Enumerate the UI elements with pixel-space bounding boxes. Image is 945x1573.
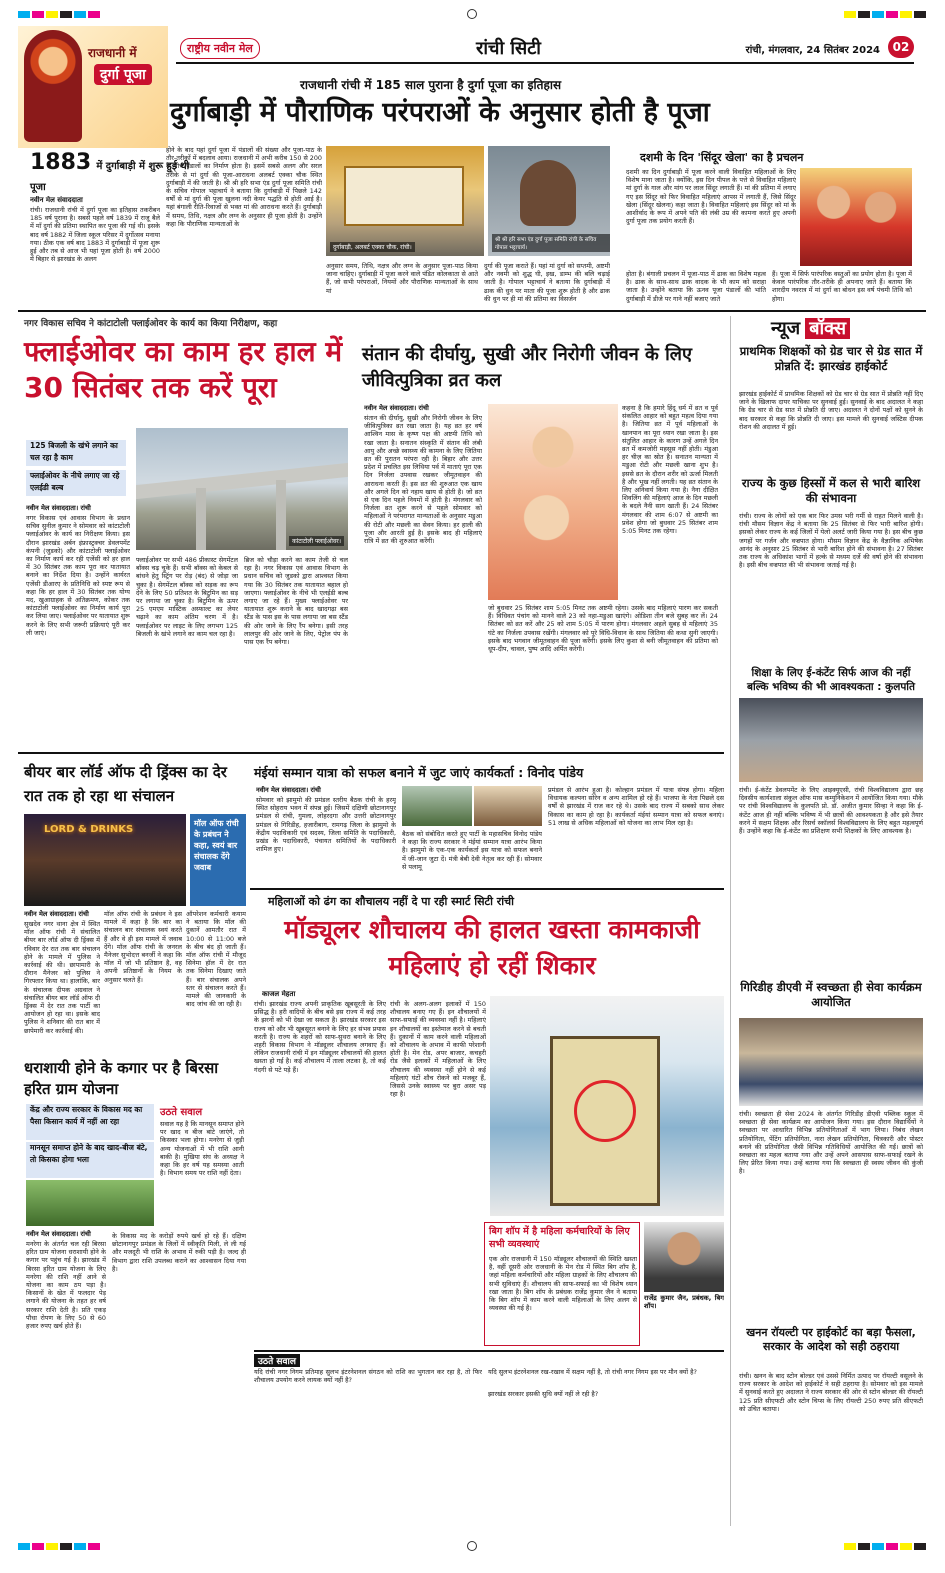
jitiya-headline: संतान की दीर्घायु, सुखी और निरोगी जीवन के लिए जीवित्पुत्रिका व्रत कल — [362, 344, 692, 391]
flyover-kicker: नगर विकास सचिव ने कांटाटोली फ्लाईओवर के कार्य का किया निरीक्षण, कहा — [24, 319, 278, 329]
registration-target — [467, 9, 477, 19]
lead-byline: नवीन मेल संवाददाता — [30, 196, 83, 204]
haritgram-col1: मनरेगा के अंतर्गत चल रही बिरसा हरित ग्राम योजना धराशायी होने के कगार पर पहुंच गई है। झारखंड में बिरसा हरित ग्राम योजना के लिए मनरेगा की राशि नहीं आने से योजना का काम ठप पड़ा है। किसानों के खेत में फलदार पेड़ लगाने की योजना के तहत हर वर्ष सरकार राशि देती है। प्रति एकड़ पौधा रोपण के लिए 50 से 60 हजार रुपए खर्च होते हैं। — [26, 1240, 106, 1331]
workshop-photo — [739, 698, 923, 782]
manager-caption: राजेंद्र कुमार जैन, प्रबंधक, बिग शॉप। — [644, 1294, 724, 1311]
news-item4-head: गिरिडीह डीएवी में स्वच्छता ही सेवा कार्यक्रम आयोजित — [740, 980, 922, 1009]
bigshop-text: एक ओर राजधानी में 150 मॉड्यूलर शौचालयों की स्थिति खस्ता है, वहीं दूसरी ओर राजधानी के मेन रोड में स्थित बिग शॉप है, जहां महिला कर्मचारियों और महिला ग्राहकों के लिए शौचालय की सभी सुविधाएं हैं। शौचालय की साफ-सफाई का भी विशेष ध्यान रखा जाता है। बिग शॉप के प्रबंधक राजेंद्र कुमार जैन ने बताया कि बिग शॉप में काम करने वाली महिलाओं के लिए अलग से व्यवस्था की गई है। — [489, 1255, 637, 1313]
lead-headline: दुर्गाबाड़ी में पौराणिक परंपराओं के अनुसार होती है पूजा — [170, 97, 710, 128]
question3: झारखंड सरकार इसकी सुधि क्यों नहीं ले रही है? — [488, 1390, 599, 1398]
flyover-photo — [136, 428, 348, 550]
divider-mid — [18, 752, 724, 754]
campaign-photo1 — [402, 786, 472, 826]
beer-col1: सुखदेव नगर थाना क्षेत्र में स्थित मॉल ऑफ रांची में संचालित बीयर बार लॉर्ड ऑफ दी ड्रिंक्स में रविवार देर रात तक बार संचालन होने के मामले में पुलिस ने कार्रवाई की थी। छापामारी के दौरान मैनेजर को पुलिस ने गिरफ्तार किया था। हालांकि, बार के संचालक दीपक अग्रवाल ने संचालित बीयर बार लॉर्ड ऑफ दी ड्रिंक्स में देर रात तक पार्टी का आयोजन हो रहा था। इसके बाद पुलिस ने शनिवार की रात बार में छापेमारी कर कार्रवाई की। — [24, 920, 100, 1035]
toilet-kicker: महिलाओं को ढंग का शौचालय नहीं दे पा रही स्मार्ट सिटी रांची — [268, 895, 514, 908]
news-item5-head: खनन रॉयल्टी पर हाईकोर्ट का बड़ा फैसला, सरकार के आदेश को सही ठहराया — [746, 1326, 916, 1353]
campaign-col3: प्रमंडल से आरंभ हुआ है। कोल्हान प्रमंडल में यात्रा संपन्न होगा। महिला विधायक कल्पना सोरेन व अन्य शामिल हो रहे हैं। भाजपा के नेता पिछले दस वर्षों से झारखंड में राज कर रहे थे। उसके बाद राज्य में सबको साथ लेकर विकास का काम हो रहा है। कार्यकर्ता मंईयां सम्मान यात्रा को सफल बनाएं। 51 लाख से अधिक महिलाओं को योजना का लाभ मिल रहा है। — [548, 786, 724, 827]
news-box-label2: बॉक्स — [805, 318, 850, 339]
campaign-col1: सोमवार को झामुमो की प्रमंडल स्तरीय बैठक रांची के हरमू स्थित सोहराय भवन में संपन्न हुई। जिसमें दक्षिणी छोटानागपुर प्रमंडल से रांची, गुमला, लोहरदगा और उत्तरी छोटानागपुर प्रमंडल से गिरिडीह, हजारीबाग, रामगढ़ जिला के झामुमो के केंद्रीय पदाधिकारी एवं सदस्य, जिला समिति के पदाधिकारी, प्रखंड के पदाधिकारी, पंचायत समितियों के पदाधिकारी शामिल हुए। — [256, 796, 396, 854]
question1: यदि रांची नगर निगम प्रतिमाह सुलभ इंटरनेशनल संगठन को राशि का भुगतान कर रहा है, तो फिर शौचालय उपयोग करने लायक क्यों नहीं है? — [254, 1368, 482, 1385]
lead-col1: रांची। राजधानी रांची में दुर्गा पूजा का इतिहास तकरीबन 185 वर्ष पुराना है। सबसे पहले वर्ष 1839 में राजू बैले में माँ दुर्गा की प्रतिमा स्थापित कर पूजा की गई थी। इसके बाद वर्ष 1882 में जिला स्कूल परिसर में दुर्गोत्सव मनाया गया। ठीक एक वर्ष बाद 1883 में दुर्गाबाड़ी में पूजा शुरू हुई और तब से आज भी यहां पूजा होती है। वर्ष 2000 में बिहार से झारखंड के अलग — [30, 206, 160, 264]
news-item4-text: रांची। स्वच्छता ही सेवा 2024 के अंतर्गत गिरिडीह डीएवी पब्लिक स्कूल में स्वच्छता ही सेवा कार्यक्रम का आयोजन किया गया। इस दौरान विद्यार्थियों ने स्वच्छता पर आधारित विभिन्न प्रतियोगिताओं में भाग लिया। निबंध लेखन प्रतियोगिता, पेंटिंग प्रतियोगिता, नारा लेखन प्रतियोगिता, चित्रकारी और पोस्टर बनाने की प्रतियोगिता जैसी विभिन्न गतिविधियों आयोजित की गईं। छात्रों को स्वच्छता का महत्व बताया गया और उन्हें अपने आसपास साफ-सफाई रखने के लिए प्रेरित किया गया। उन्हें बताया गया कि स्वच्छता ही स्वस्थ जीवन की कुंजी है। — [739, 1110, 923, 1176]
flyover-bullet2: फ्लाईओवर के नीचे लगाए जा रहे एलईडी बल्ब — [26, 470, 126, 496]
flyover-col1: नगर विकास एवं आवास विभाग के प्रधान सचिव सुनील कुमार ने सोमवार को कांटाटोली फ्लाईओवर के कार्य का निरीक्षण किया। इस दौरान झारखंड अर्बन इंफ्रास्ट्रक्चर डेवलपमेंट कंपनी (जुडको) और कांटाटोली फ्लाईओवर का निर्माण कार्य कर रही एजेंसी को हर हाल में 30 सितंबर तक काम पूरा कर यातायात बनाने का निर्देश दिया है। उन्होंने कार्यरत एजेंसी डीआरए के प्रतिनिधि को स्पष्ट रूप से कहा कि हर हाल में 30 सितंबर तक योग्य मद, खुआग्राहक से अतिक्रमण, कोकर तक कांटाटोली फ्लाईओवर का निर्माण कार्य पूरा कर लिया जाए। फ्लाईओवर पर यातायात शुरू करने के लिए सभी जरूरी प्रक्रियाएं पूरी कर ली जाएं। — [26, 514, 130, 637]
beer-col3: ऑपरेशन कर्मचारी कयाम ने बताया कि मॉल की दुकानें आमतौर रात में 10:00 से 11:00 बजे के बीच बंद हो जाती हैं। मॉल ऑफ रांची में मौजूद सिनेमा हॉल में देर रात तक सिनेमा दिखाए जाते हैं। बार संचालक अपने स्तर से संचालन करते हैं। मामले की जानकारी के बाद जांच की जा रही है। — [186, 910, 246, 1009]
haritgram-bullet1: केंद्र और राज्य सरकार के विकास मद का पैसा किसान कार्य में नहीं आ रहा — [26, 1104, 154, 1140]
flyover-col3: ब्रिज को चौड़ा करने का काम तेजी से चल रहा है। नगर विकास एवं आवास विभाग के प्रधान सचिव को जुडको द्वारा आश्वस्त किया गया कि 30 सितंबर तक यातायात बहाल हो जाएगा। फ्लाईओवर के नीचे भी एलईडी बल्ब लगाए जा रहे हैं। मुख्य फ्लाईओवर पर यातायात शुरू कराने के बाद खादगढ़ा बस स्टैंड के पास इस के पास लगाया जा बस स्टैंड की ओर जाने के लिए रैंप बनेगा। इसी तरह लालपुर की ओर जाने के लिए, पेट्रोल पंप के पास एक रैंप बनेगा। — [244, 556, 348, 647]
beer-bar-photo — [24, 814, 186, 906]
divider-lead — [18, 310, 926, 312]
news-item2-head: राज्य के कुछ हिस्सों में कल से भारी बारिश की संभावना — [741, 476, 921, 505]
beer-pull-text: मॉल ऑफ रांची के प्रबंधन ने कहा, स्वयं बार संचालक देंगे जवाब — [194, 819, 239, 872]
toilet-questions — [254, 1350, 724, 1406]
toilet-headline: मॉड्यूलर शौचालय की हालत खस्ता कामकाजी महिलाएं हो रहीं शिकार — [284, 915, 700, 980]
jitiya-col1: संतान की दीर्घायु, सुखी और निरोगी जीवन के लिए जीवित्पुत्रिका व्रत रखा जाता है। यह व्रत हर वर्ष आश्विन मास के कृष्ण पक्ष की अष्टमी तिथि को रखा जाता है। सनातन संस्कृति में संतान की लंबी आयु और अच्छे स्वास्थ्य की कामना के लिए जितिया व्रत की पुरातन परंपरा रही है। बिहार और उत्तर प्रदेश में प्रचलित इस लिथिया पर्व में माताएं पूरा एक दिन निर्जला उपवास रखकर जीमूतवाहन की आराधना करती हैं। इस व्रत की शुरुआत एक खाय और अगले दिन को नहाय खाय से होती है। जो व्रत से एक दिन पहले नियमों में होती है। मंगलवार को निर्जला व्रत शुरू करने से पहले सोमवार को महिलाओं ने परंपरागत मान्यताओं के अनुसार मडुआ की रोटी और मछली का सेवन किया। हर हाली की पूजा और आरती हुई है। इसके बाद ही महिलाएं रात्रि में व्रत की शुरुआत करेंगी। — [364, 414, 482, 546]
haritgram-headline: धराशायी होने के कगार पर है बिरसा हरित ग्राम योजना — [24, 1059, 219, 1098]
campaign-photo2 — [474, 786, 542, 826]
lead-col4: दुर्गा की पूजा कराते हैं। यहां मां दुर्गा को सप्तमी, अष्टमी और नवमी को शुद्ध घी, इख, डाम्भ की बलि चढ़ाई जाती है। गोपाल भट्टाचार्य ने बताया कि दुर्गाबाड़ी में ढाक की धुन पर माता की पूजा शुरू होती है और ढाक की धुन पर ही मां की प्रतिमा का विसर्जन — [484, 262, 610, 303]
haritgram-byline: नवीन मेल संवाददाता। रांची — [26, 1230, 91, 1238]
lead-col5: होता है। बंगाली प्रचलन में पूजा-पाठ में ढाक का विशेष महत्व है। ढाक के साथ-साथ ढाक वादक के भी काम को सराहा जाता है। उन्होंने बताया कि ऊनव पूजा पंडालों की भांति दुर्गाबाड़ी में डीजे पर गाने नहीं बजाए जाते — [626, 270, 766, 303]
section-title: रांची सिटी — [476, 38, 541, 59]
beer-byline: नवीन मेल संवाददाता। रांची — [24, 910, 89, 918]
registration-target-bottom — [467, 1541, 477, 1551]
beer-headline: बीयर बार लॉर्ड ऑफ दी ड्रिंक्स का देर रात तक हो रहा था संचालन — [24, 763, 227, 805]
registration-marks-left — [18, 11, 100, 18]
manager-photo — [644, 1222, 724, 1292]
masthead-logo: राष्ट्रीय नवीन मेल — [180, 38, 260, 59]
toilet-byline: काजल मेहता — [262, 990, 296, 998]
sindoor-head: दशमी के दिन 'सिंदूर खेला' का है प्रचलन — [640, 151, 804, 164]
flyover-headline: फ्लाईओवर का काम हर हाल में 30 सितंबर तक करें पूरा — [24, 335, 343, 404]
toilet-photo — [490, 996, 724, 1216]
haritgram-bullet2: मानसून समाप्त होने के बाद खाद-बीज बंटे, तो किसका होगा भला — [26, 1142, 154, 1178]
masthead — [176, 34, 914, 64]
bottom-registration-strip — [18, 1540, 926, 1552]
durga-idol-image — [24, 30, 82, 142]
sindoor-text: दशमी का दिन दुर्गाबाड़ी में पूजा करने वाली विवाहित महिलाओं के लिए विशेष माना जाता है। क्योंकि, इस दिन पीपल के पत्ते से विवाहित महिलाएं मां दुर्गा के गाल और मांग पर लाल सिंदूर लगाती हैं। मां की प्रतिमा में लगाए गए इस सिंदूर को फिर विवाहित महिलाएं आपस में लगाती हैं, जिसे सिंदूर खेला (सिंदूर खेलना) कहा जाता है। विवाहित महिलाएं इस सिंदूर को मां के आशीर्वाद के रूप में अपने पति की लंबी उम्र की कामना करते हुए अपनी दुर्गा पूजा तक प्रयोग करती हैं। — [626, 168, 796, 226]
secretary-photo — [488, 146, 610, 256]
jitiya-col3: जो बुधवार 25 सितंबर शाम 5:05 मिनट तक अष्टमी रहेगा। उसके बाद महिलाएं पारण कर सकती हैं। विधिवत पंचांग को मानने वाले 23 को नहा-मडुआ खाएंगे। ओडिशा तीन बजे सुबह कर लें। 24 सितंबर को व्रत करें और 25 को शाम 5:05 में पारण होगा। मंगलवार अहले सुबह से महिलाएं 35 घंटे का निर्जला उपवास रखेंगी। मंगलवार को पूरे विधि-विधान के साथ जितिया की कथा सुनी जाएगी। इसके बाद भगवान जीमूतवाहन की पूजा करेंगी। इसके लिए कुशा से बनी जीमूतवाहन की प्रतिमा को धूप-दीप, चावल, पुष्प आदि अर्पित करेंगी। — [488, 604, 718, 654]
flyover-col2: फ्लाईओवर पर सभी 486 प्रीकास्ट सेगमेंटल बॉक्स चढ़ चुके हैं। सभी बॉक्स को केबल से बांधने हेतु स्ट्रिंग पर रोड़ (बंद) से जोड़ा जा चुका है। सेगमेंटल बॉक्स को सड़क का रूप देने के लिए 50 प्रतिशत के बिटुमिन का सड़ पर लगाया जा चुका है। बिटुमिन के ऊपर 25 एमएम मास्टिक अस्फाल्ट का लेयर चढ़ाने का काम अंतिम चरण में है। फ्लाईओवर पर लाइट के लिए लगभग 125 बिजली के खंभे लगाने का काम चल रहा है। — [136, 556, 238, 638]
banner-line1: राजधानी में — [88, 46, 137, 60]
dateline: रांची, मंगलवार, 24 सितंबर 2024 — [745, 45, 880, 56]
news-item3-text: रांची। ई-कंटेंट डेवलपमेंट के लिए आइक्यूएसी, रांची विश्वविद्यालय द्वारा छह दिवसीय कार्यशाला संकुल ऑफ मास कम्युनिकेशन में आयोजित किया गया। मौके पर रांची विश्वविद्यालय के कुलपति प्रो. डॉ. अजीत कुमार सिन्हा ने कहा कि ई-कंटेंट आज ही नहीं बल्कि भविष्य में भी छात्रों की आवश्यकता है और इसे तैयार करने में सक्षम शिक्षक और रिसर्च स्कॉलर्स विश्वविद्यालय के लिए बहुत महत्वपूर्ण हैं। उन्होंने कहा कि ई-कंटेंट का प्रशिक्षण सभी शिक्षकों के लिए आवश्यक है। — [739, 786, 923, 836]
bigshop-head: बिग शॉप में है महिला कर्मचारियों के लिए सभी व्यवस्थाएं — [489, 1226, 630, 1250]
news-item1-head: प्राथमिक शिक्षकों को ग्रेड चार से ग्रेड सात में प्रोन्नति दें: झारखंड हाईकोर्ट — [739, 344, 923, 373]
haritgram-col2: सवाल यह है कि मानसून समाप्त होने पर खाद व बीज बांटे जाएंगे, तो किसका भला होगा। मनरेगा से जुड़ी अन्य योजनाओं में भी राशि आनी बाकी है। मुखिया संघ के अध्यक्ष ने कहा कि हर वर्ष यह समस्या आती है। विभाग समय पर राशि नहीं देता। — [160, 1120, 244, 1178]
flyover-caption: कांटाटोली फ्लाईओवर। — [289, 536, 344, 546]
news-box-title — [771, 316, 850, 340]
top-registration-strip — [18, 8, 926, 20]
banner-line2: दुर्गा पूजा — [94, 64, 152, 85]
secretary-caption: श्री श्री हरि सभा एंड दुर्गा पूजा समिति रांची के सचिव गोपाल भट्टाचार्य। — [492, 234, 610, 252]
toilet-col2: रांची के अलग-अलग इलाकों में 150 शौचालय बनाए गए हैं। इन शौचालयों में साफ-सफाई की व्यवस्था नहीं है। महिलाएं इन शौचालयों का इस्तेमाल करने से बचती हैं। दुकानों में काम करने वाली महिलाओं को शौचालय के अभाव में काफी परेशानी होती है। मेन रोड, अपर बाजार, कचहरी रोड जैसे इलाकों में महिलाओं के लिए शौचालय की व्यवस्था नहीं होने से कई महिलाएं घंटों शौच रोकने को मजबूर हैं, जिससे उनके स्वास्थ्य पर बुरा असर पड़ रहा है। — [390, 1000, 486, 1099]
divider-toilet — [250, 888, 724, 890]
haritgram-col3: के विकास मद के करोड़ों रुपये खर्च हो रहे हैं। दक्षिण छोटानागपुर प्रमंडल के जिलों में स्वीकृति मिली, ले ली गई और मजदूरी भी राशि के अभाव में रुकी पड़ी है। जल्द ही विभाग द्वारा राशि उपलब्ध कराने का आश्वासन दिया गया है। — [112, 1232, 246, 1273]
campaign-headline: मंईयां सम्मान यात्रा को सफल बनाने में जुट जाएं कार्यकर्ता : विनोद पांडेय — [254, 765, 584, 780]
lead-col3: अनुसार समय, तिथि, नक्षत्र और लग्न के अनुसार पूजा-पाठ किया जाना चाहिए। दुर्गाबाड़ी में पूजा करने वाले पंडित कोलकाता से आते हैं, जो सभी परंपराओं, नियमों और पौराणिक मान्यताओं के साथ मां — [326, 262, 478, 295]
durga-puja-banner — [18, 26, 168, 148]
page-number: 02 — [888, 36, 914, 58]
beer-sign: LORD & DRINKS — [44, 824, 134, 835]
lead-col2: होने के बाद यहां दुर्गा पूजा में पंडालों की संख्या और पूजा-पाठ के तौर-तरीकों में बदलाव आया। राजधानी में अभी करीब 150 से 200 के बीच पंडालों का निर्माण होता है। इसमें सबसे अलग और सरल तरीके से मां दुर्गा की पूजा-आराधना अलबर्ट एक्का चौक स्थित दुर्गाबाड़ी में की जाती है। श्री श्री हरि सभा एंड दुर्गा पूजा समिति रांची के सचिव गोपाल भट्टाचार्य ने बताया कि दुर्गाबाड़ी में पिछले 142 वर्षों से मां दुर्गा की पूजा खुलना नदी केयर पद्धति से होती आई है। यहां बंगाली रीति-रिवाजों से भक्त मां की आराधना करते हैं। दुर्गाबाड़ी में समय, तिथि, नक्षत्र और लग्न के अनुसार ही पूजा होती है। उन्होंने कहा कि पौराणिक मान्यताओं के — [166, 146, 322, 228]
beer-col2: मॉल ऑफ रांची के प्रबंधन ने इस मामले में कहा है कि बार का संचालन बार संचालक स्वयं करते हैं और वे ही इस मामले में जवाब देंगे। मॉल ऑफ रांची के जनरल मैनेजर सुभोदत्त बनर्जी ने कहा कि मॉल में जो भी प्रतिष्ठान है, वह अपनी प्रतिष्ठानों के नियम के अनुसार चलते हैं। — [104, 910, 182, 984]
beer-pull-quote — [190, 814, 246, 906]
campaign-byline: नवीन मेल संवाददाता। रांची — [256, 786, 321, 794]
mother-child-illustration — [488, 404, 618, 600]
sindoor-photo — [800, 168, 912, 266]
bigshop-box — [484, 1222, 640, 1346]
registration-marks-right — [844, 11, 926, 18]
jitiya-col2: कहना है कि हमारे हिंदू धर्म में व्रत व पूर्व संकलित आहार को बहुत महत्व दिया गया है। जितिया व्रत में पूर्व महिलाओं के खानपान का पूरा ध्यान रखा जाता है। इस संतुलित आहार के कारण उन्हें अगले दिन व्रत में कमजोरी महसूस नहीं होती। मंडुआ हर चीज़ का स्रोत है। सनातन मान्यता में मडुआ रोटी और मछली खाना शुभ है। इससे व्रत के दौरान शरीर को ऊर्जा मिलती है और भूख नहीं लगती। यह व्रत संतान के लिए अनिवार्य किया गया है। नैना दीक्षित शिवलिंग की महिलाएं आज के दिन मछली के बदले नैनी साग खाती हैं। 24 सितंबर मंगलवार की शाम 6:07 से अष्टमी का प्रवेश होगा जो बुधवार 25 सितंबर शाम 5:05 मिनट तक रहेगा। — [622, 404, 718, 536]
flyover-byline: नवीन मेल संवाददाता। रांची — [26, 504, 91, 512]
flyover-bullet1: 125 बिजली के खंभे लगाने का चल रहा है काम — [26, 440, 126, 466]
news-box-label1: न्यूज — [771, 318, 801, 339]
news-item5-text: रांची। खनन के बाद स्टोन बोल्डर एवं उससे निर्मित उत्पाद पर रॉयल्टी वसूलने के राज्य सरकार के आदेश को हाईकोर्ट ने सही ठहराया है। सोमवार को इस मामले में सुनवाई करते हुए अदालत ने राज्य सरकार की ओर से स्टोन बोल्डर की रॉयल्टी 125 प्रति सीएफटी और स्टोन चिप्स के लिए रॉयल्टी 250 रुपए प्रति सीएफटी को उचित बताया। — [739, 1372, 923, 1413]
questions-head: उठते सवाल — [254, 1354, 300, 1367]
side-text: में दुर्गाबाड़ी में शुरू हुई थी पूजा — [30, 161, 190, 193]
news-box — [730, 316, 926, 1526]
registration-marks-bottom-left — [18, 1543, 100, 1550]
registration-marks-bottom-right — [844, 1543, 926, 1550]
toilet-col1: रांची। झारखंड राज्य अपनी प्राकृतिक खूबसूरती के लिए प्रसिद्ध है। हरी वादियों के बीच बसे इस राज्य में कई तरह के झरनों को भी देखा जा सकता है। झारखंड सरकार इस राज्य को और भी खूबसूरत बनाने के लिए हर संभव प्रयास करती है। राज्य के शहरों को साफ-सुथरा बनाने के लिए शहरी विकास विभाग ने मॉड्यूलर शौचालय लगवाए हैं। लेकिन राजधानी रांची में इन मॉड्यूलर शौचालयों की हालत खस्ता हो गई है। कई शौचालय में ताला लटका है, तो कई गंदगी से पटे पड़े हैं। — [254, 1000, 386, 1074]
dav-photo — [739, 1018, 923, 1106]
news-item3-head: शिक्षा के लिए ई-कंटेंट सिर्फ आज की नहीं बल्कि भविष्य की भी आवश्यकता : कुलपति — [746, 667, 916, 693]
durgabari-caption: दुर्गाबाड़ी, अलबर्ट एक्का चौक, रांची। — [330, 242, 415, 252]
durgabari-photo — [326, 146, 484, 256]
haritgram-question-head: उठते सवाल — [160, 1107, 203, 1118]
news-item2-text: रांची। राज्य के लोगों को एक बार फिर उमस भरी गर्मी से राहत मिलने वाली है। रांची मौसम विज्ञान केंद्र ने बताया कि 25 सितंबर से फिर भारी बारिश होगी। इसको लेकर राज्य के कई जिलों में येलो अलर्ट जारी किया गया है। इस बीच कुछ जगहों पर गर्जन और वज्रपात होगा। मौसम विज्ञान केंद्र के वैज्ञानिक अभिषेक आनंद के अनुसार 25 सितंबर से भारी बारिश होने की संभावना है। 27 सितंबर तक राज्य के अधिकांश भागों में हल्के से मध्यम दर्जे की वर्षा होने की संभावना है। इसी बीच वज्रपात की भी संभावना जताई गई है। — [739, 512, 923, 570]
harit-photo — [26, 1180, 154, 1226]
lead-col6: हैं। पूजा में सिर्फ पारंपरिक वस्तुओं का प्रयोग होता है। पूजा में केवल पारंपरिक तौर-तरीके ही अपनाए जाते हैं। बताया कि शारदीय नवरात्र में मां दुर्गा का बोधन इस वर्ष पंचमी तिथि को होगा। — [772, 270, 912, 303]
side-year: 1883 — [30, 150, 92, 175]
lead-kicker: राजधानी रांची में 185 साल पुराना है दुर्गा पूजा का इतिहास — [300, 78, 562, 92]
news-item1-text: झारखंड हाईकोर्ट में प्राथमिक शिक्षकों को ग्रेड चार से ग्रेड सात में प्रोन्नति नहीं दिए जाने के खिलाफ दायर याचिका पर सुनवाई हुई। सुनवाई के बाद अदालत ने कहा कि ग्रेड चार से ग्रेड सात में प्रोन्नति दी जाए। अदालत ने दोनों पक्षों को सुनने के बाद सरकार से कहा कि प्रोन्नति दी जाए। इस मामले की सुनवाई जस्टिस दीपक रोशन की अदालत में हुई। — [739, 390, 923, 431]
jitiya-byline: नवीन मेल संवाददाता। रांची — [364, 404, 429, 412]
campaign-col2: बैठक को संबोधित करते हुए पार्टी के महासचिव विनोद पांडेय ने कहा कि राज्य सरकार ने मंईयां सम्मान यात्रा आरंभ किया है। झामुमो के एक-एक कार्यकर्ता इस यात्रा को सफल बनाने में जी-जान जुटा दें। मंत्री बेबी देवी नेतृत्व कर रही हैं। सोमवार से पलामू — [402, 830, 542, 871]
question2: यदि सुलभ इंटरनेशनल रख-रखाव में सक्षम नहीं है, तो रांची नगर निगम इस पर मौन क्यों है? — [488, 1368, 697, 1376]
